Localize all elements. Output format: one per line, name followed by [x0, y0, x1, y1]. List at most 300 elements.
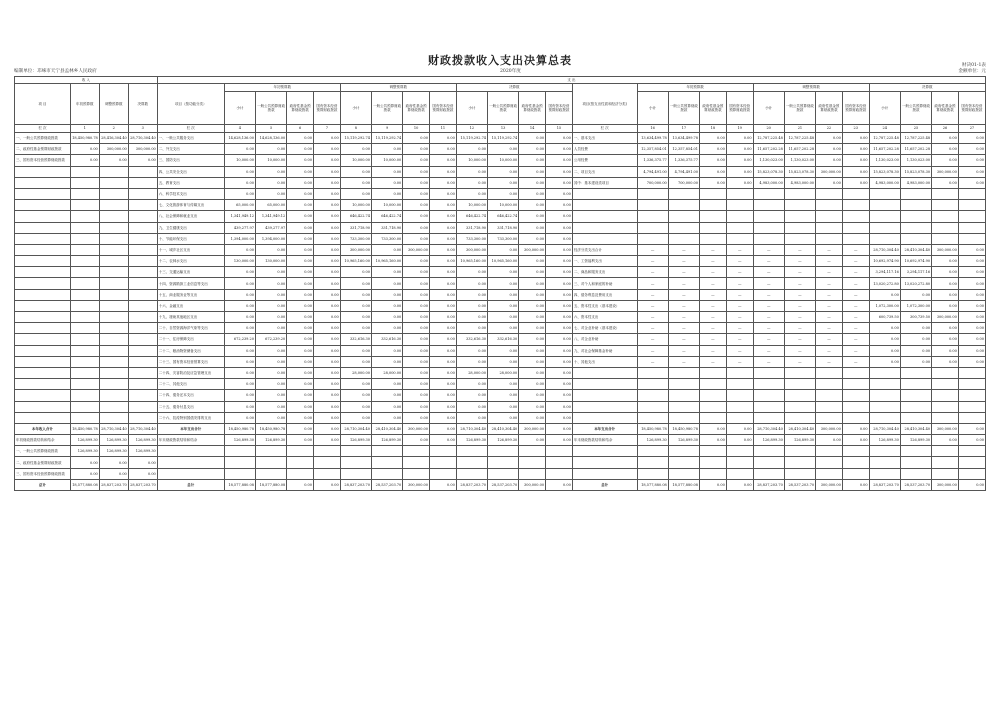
subcolumn-header-gov_fund: 政府性基金预算财政拨款	[403, 92, 430, 125]
func-expense-value: 0.00	[519, 312, 546, 323]
econ-expense-value: —	[842, 312, 869, 323]
func-expense-value: 0.00	[488, 379, 519, 390]
func-expense-value: 28,000.00	[372, 367, 403, 378]
table-row	[15, 256, 986, 267]
econ-expense-value	[842, 233, 869, 244]
econ-expense-value: —	[816, 345, 843, 356]
func-expense-value: 0.00	[287, 379, 314, 390]
func-expense-value: 0.00	[255, 390, 286, 401]
func-expense-value: 1,341,949.12	[224, 211, 255, 222]
econ-expense-value: —	[753, 356, 784, 367]
empty-cell	[900, 468, 931, 479]
econ-expense-item	[572, 379, 637, 390]
table-row	[15, 144, 986, 155]
column-number: 23	[842, 125, 869, 133]
grand-expense-value: 28,537,203.70	[488, 479, 519, 490]
func-expense-value: 0.00	[403, 222, 430, 233]
func-expense-value: 15,119,292.74	[340, 133, 371, 144]
econ-total-value: 0.00	[842, 423, 869, 434]
econ-expense-value: —	[637, 345, 668, 356]
func-expense-value: 0.00	[313, 289, 340, 300]
carry-end-econ-value: 0.00	[700, 435, 727, 446]
income-adjusted	[99, 166, 128, 177]
func-expense-value: 0.00	[224, 401, 255, 412]
econ-expense-value: —	[784, 312, 815, 323]
form-number: 财决01-1表	[961, 63, 986, 68]
empty-cell	[668, 457, 699, 468]
econ-expense-value: 0.00	[842, 155, 869, 166]
econ-expense-value: 1,130,023.00	[753, 155, 784, 166]
econ-expense-value: —	[668, 356, 699, 367]
func-expense-item: 二十六、抗疫特别国债安排的支出	[157, 412, 224, 423]
econ-expense-value: —	[726, 256, 753, 267]
func-expense-value: 0.00	[519, 144, 546, 155]
grand-econ-value: 28,537,203.70	[784, 479, 815, 490]
econ-expense-value: 0.00	[842, 144, 869, 155]
econ-expense-value: —	[700, 256, 727, 267]
income-initial: 0.00	[70, 155, 99, 166]
func-expense-value: 1,394,000.00	[224, 233, 255, 244]
subcolumn-header-general_public: 一般公共预算财政拨款	[668, 92, 699, 125]
econ-expense-value	[726, 379, 753, 390]
func-expense-value: 0.00	[430, 367, 457, 378]
func-expense-value: 300,000.00	[340, 244, 371, 255]
econ-expense-value	[932, 379, 959, 390]
econ-expense-value: 15,823,078.30	[869, 166, 900, 177]
econ-expense-value	[932, 188, 959, 199]
func-expense-value: 0.00	[340, 278, 371, 289]
econ-expense-value	[726, 233, 753, 244]
econ-expense-value: —	[816, 278, 843, 289]
econ-expense-value	[784, 412, 815, 423]
income-initial	[70, 334, 99, 345]
func-expense-value: 0.00	[313, 211, 340, 222]
econ-expense-value: —	[842, 300, 869, 311]
econ-initial-group: 年初预算数	[637, 84, 753, 92]
econ-expense-value: —	[637, 300, 668, 311]
func-expense-value: 0.00	[340, 312, 371, 323]
econ-total-value: 28,410,304.40	[784, 423, 815, 434]
econ-expense-value: 0.00	[900, 334, 931, 345]
func-expense-value: 0.00	[255, 356, 286, 367]
func-expense-value: 0.00	[372, 177, 403, 188]
func-expense-value: 65,000.00	[224, 200, 255, 211]
income-final	[128, 356, 157, 367]
econ-expense-value: 300,000.00	[816, 166, 843, 177]
econ-expense-value: 0.00	[700, 155, 727, 166]
grand-expense-value: 28,837,203.70	[340, 479, 371, 490]
func-expense-value: 0.00	[313, 267, 340, 278]
expense-total-value: 0.00	[546, 423, 573, 434]
income-adjusted	[99, 412, 128, 423]
func-expense-item: 五、教育支出	[157, 177, 224, 188]
column-number: 6	[287, 125, 314, 133]
econ-expense-value: —	[784, 244, 815, 255]
column-number: 9	[372, 125, 403, 133]
income-initial	[70, 300, 99, 311]
econ-expense-item	[572, 367, 637, 378]
econ-expense-item	[572, 222, 637, 233]
econ-expense-value	[842, 379, 869, 390]
carryover-row	[15, 435, 986, 446]
empty-cell	[157, 446, 224, 457]
econ-expense-value: —	[637, 312, 668, 323]
econ-expense-value	[958, 367, 985, 378]
econ-expense-value: 0.00	[958, 144, 985, 155]
econ-expense-value: —	[700, 312, 727, 323]
econ-expense-item	[572, 401, 637, 412]
econ-expense-value: —	[668, 267, 699, 278]
econ-expense-item: 四、债务利息及费用支出	[572, 289, 637, 300]
func-expense-value: 0.00	[488, 356, 519, 367]
func-expense-value: 0.00	[430, 144, 457, 155]
econ-expense-item: 公用经费	[572, 155, 637, 166]
income-initial	[70, 177, 99, 188]
func-expense-value: 15,119,292.74	[456, 133, 487, 144]
func-expense-value: 0.00	[340, 166, 371, 177]
func-expense-value: 0.00	[519, 177, 546, 188]
econ-expense-value: —	[637, 289, 668, 300]
func-item-header: 项目（按功能分类）	[157, 84, 224, 125]
income-final	[128, 367, 157, 378]
func-expense-value: 0.00	[287, 200, 314, 211]
func-adjusted-group: 调整预算数	[340, 84, 456, 92]
econ-expense-value: —	[753, 345, 784, 356]
carry-end-value: 126,899.30	[340, 435, 371, 446]
func-expense-value: 0.00	[313, 278, 340, 289]
func-expense-value: 0.00	[255, 244, 286, 255]
econ-expense-value	[637, 233, 668, 244]
subcolumn-header-state_capital: 国有资本经营预算财政拨款	[842, 92, 869, 125]
func-expense-value: 15,119,292.74	[488, 133, 519, 144]
econ-expense-value	[958, 412, 985, 423]
func-expense-item: 四、公共安全支出	[157, 166, 224, 177]
func-expense-item: 八、社会保障和就业支出	[157, 211, 224, 222]
carryover-detail-row	[15, 446, 986, 457]
func-expense-value: 0.00	[340, 379, 371, 390]
func-expense-value: 28,000.00	[456, 367, 487, 378]
econ-expense-value	[700, 401, 727, 412]
final-amount-header: 决算数	[128, 84, 157, 125]
func-expense-item: 二十四、灾害防治及应急管理支出	[157, 367, 224, 378]
empty-cell	[372, 446, 403, 457]
func-expense-value: 0.00	[255, 177, 286, 188]
func-expense-value: 0.00	[372, 412, 403, 423]
func-expense-value: 0.00	[546, 412, 573, 423]
func-expense-value: 0.00	[403, 412, 430, 423]
empty-cell	[900, 457, 931, 468]
func-expense-value: 331,718.90	[372, 222, 403, 233]
empty-cell	[726, 468, 753, 479]
column-number: 20	[753, 125, 784, 133]
empty-cell	[403, 457, 430, 468]
carry-end-value: 0.00	[287, 435, 314, 446]
column-number: 1	[70, 125, 99, 133]
subcolumn-header-general_public: 一般公共预算财政拨款	[488, 92, 519, 125]
econ-expense-value: —	[753, 244, 784, 255]
econ-expense-value: 12,787,225.48	[753, 133, 784, 144]
subcolumn-header-gov_fund: 政府性基金预算财政拨款	[519, 92, 546, 125]
income-item	[15, 211, 71, 222]
func-expense-value: 672,239.20	[224, 334, 255, 345]
grand-expense-value: 300,000.00	[403, 479, 430, 490]
func-expense-value: 10,000.00	[456, 155, 487, 166]
econ-total-value: 0.00	[700, 423, 727, 434]
func-expense-value: 0.00	[255, 144, 286, 155]
carry-end-econ-value: 0.00	[842, 435, 869, 446]
econ-expense-value: 0.00	[842, 177, 869, 188]
econ-expense-item: 九、对社会保障基金补助	[572, 345, 637, 356]
func-expense-value: 0.00	[430, 323, 457, 334]
econ-expense-value: 0.00	[958, 256, 985, 267]
carry-end-econ-value: 126,899.30	[784, 435, 815, 446]
econ-expense-value	[842, 390, 869, 401]
func-expense-value: 0.00	[519, 267, 546, 278]
func-expense-value: 0.00	[313, 222, 340, 233]
econ-expense-value	[958, 188, 985, 199]
column-number: 27	[958, 125, 985, 133]
func-expense-value: 332,616.30	[372, 334, 403, 345]
econ-expense-value	[726, 211, 753, 222]
econ-expense-value: —	[637, 244, 668, 255]
func-expense-value: 0.00	[488, 345, 519, 356]
func-expense-value: 0.00	[372, 244, 403, 255]
income-item	[15, 267, 71, 278]
func-expense-value: 0.00	[456, 323, 487, 334]
econ-total-value: 18,450,980.78	[637, 423, 668, 434]
empty-cell	[287, 468, 314, 479]
econ-expense-value: 0.00	[932, 300, 959, 311]
grand-income-value: 28,837,203.70	[99, 479, 128, 490]
econ-expense-value: —	[842, 256, 869, 267]
column-number: 12	[456, 125, 487, 133]
income-total-value: 28,710,304.40	[99, 423, 128, 434]
income-initial	[70, 367, 99, 378]
grand-econ-value: 0.00	[958, 479, 985, 490]
econ-total-value: 300,000.00	[816, 423, 843, 434]
econ-expense-value	[668, 188, 699, 199]
func-expense-value: 0.00	[340, 144, 371, 155]
func-expense-value: 0.00	[255, 267, 286, 278]
income-item	[15, 390, 71, 401]
econ-expense-item	[572, 211, 637, 222]
empty-cell	[456, 446, 487, 457]
econ-expense-value: 3,294,117.16	[900, 267, 931, 278]
func-expense-value: 0.00	[313, 412, 340, 423]
econ-expense-value	[753, 379, 784, 390]
econ-expense-value: —	[726, 334, 753, 345]
func-expense-item: 十五、商业服务业等支出	[157, 289, 224, 300]
econ-expense-value: —	[816, 244, 843, 255]
func-expense-value: 0.00	[546, 200, 573, 211]
econ-expense-value	[816, 401, 843, 412]
empty-cell	[753, 457, 784, 468]
func-expense-value: 733,300.00	[372, 233, 403, 244]
func-expense-value: 0.00	[403, 267, 430, 278]
func-expense-value: 0.00	[519, 166, 546, 177]
carry-end-label: 年末财政拨款结转和结余	[157, 435, 224, 446]
econ-total-value: 28,410,304.40	[900, 423, 931, 434]
func-expense-value: 0.00	[519, 379, 546, 390]
empty-cell	[784, 446, 815, 457]
income-adjusted	[99, 267, 128, 278]
func-expense-value: 0.00	[403, 144, 430, 155]
carry-end-econ-value: 126,899.30	[637, 435, 668, 446]
table-row	[15, 233, 986, 244]
econ-expense-value: —	[816, 356, 843, 367]
func-expense-value: 0.00	[287, 222, 314, 233]
func-expense-item: 一、一般公共服务支出	[157, 133, 224, 144]
econ-expense-value: —	[668, 323, 699, 334]
econ-expense-value: 12,787,225.48	[869, 133, 900, 144]
func-expense-value: 0.00	[488, 300, 519, 311]
func-expense-value: 0.00	[519, 300, 546, 311]
header-row-groups	[15, 84, 986, 92]
func-expense-value: 0.00	[430, 334, 457, 345]
econ-expense-value: 0.00	[700, 144, 727, 155]
carry-end-econ-value: 0.00	[958, 435, 985, 446]
econ-expense-item: 二、商品和服务支出	[572, 267, 637, 278]
func-expense-value: 0.00	[255, 188, 286, 199]
func-expense-value: 0.00	[287, 188, 314, 199]
func-expense-value: 0.00	[546, 379, 573, 390]
func-expense-value: 0.00	[372, 267, 403, 278]
func-expense-value: 646,422.74	[372, 211, 403, 222]
econ-expense-value: 0.00	[869, 345, 900, 356]
econ-expense-value: —	[668, 334, 699, 345]
func-expense-value: 0.00	[224, 289, 255, 300]
empty-cell	[224, 468, 255, 479]
column-label: 栏 次	[572, 125, 637, 133]
empty-cell	[430, 468, 457, 479]
empty-cell	[287, 457, 314, 468]
func-expense-value: 332,616.30	[488, 334, 519, 345]
econ-expense-value: 0.00	[932, 177, 959, 188]
income-adjusted	[99, 367, 128, 378]
func-expense-value: 0.00	[403, 367, 430, 378]
econ-expense-value: 0.00	[958, 155, 985, 166]
grand-econ-value: 28,537,203.70	[900, 479, 931, 490]
func-expense-value: 300,000.00	[456, 244, 487, 255]
econ-expense-value: —	[637, 356, 668, 367]
func-expense-value: 28,000.00	[488, 367, 519, 378]
func-expense-value: 0.00	[546, 211, 573, 222]
econ-expense-item: 经济分类支出合计	[572, 244, 637, 255]
econ-expense-value	[637, 367, 668, 378]
econ-item-header: 项目(按支出性质和经济分类)	[572, 84, 637, 125]
empty-cell	[842, 446, 869, 457]
func-expense-value: 0.00	[403, 334, 430, 345]
func-expense-value: 0.00	[519, 345, 546, 356]
func-expense-value: 10,000.00	[456, 200, 487, 211]
func-expense-value: 15,119,292.74	[372, 133, 403, 144]
econ-total-value: 0.00	[958, 423, 985, 434]
empty-cell	[340, 457, 371, 468]
econ-expense-value: 0.00	[958, 166, 985, 177]
func-expense-value: 0.00	[519, 323, 546, 334]
econ-expense-value	[816, 211, 843, 222]
carry-end-econ-value: 0.00	[816, 435, 843, 446]
econ-expense-value: 11,657,202.28	[784, 144, 815, 155]
econ-expense-value: 0.00	[726, 133, 753, 144]
func-expense-value: 0.00	[224, 367, 255, 378]
func-expense-value: 0.00	[313, 334, 340, 345]
econ-expense-value: 0.00	[932, 334, 959, 345]
econ-expense-value	[869, 200, 900, 211]
func-expense-value: 439,277.97	[255, 222, 286, 233]
column-number: 8	[340, 125, 371, 133]
carry-end-econ-value: 126,899.30	[753, 435, 784, 446]
func-expense-value: 0.00	[546, 390, 573, 401]
econ-expense-value	[816, 233, 843, 244]
econ-expense-value: —	[700, 278, 727, 289]
func-expense-value: 10,000.00	[372, 200, 403, 211]
func-expense-value: 0.00	[488, 312, 519, 323]
func-expense-value: 0.00	[403, 166, 430, 177]
econ-expense-value: —	[726, 323, 753, 334]
econ-expense-value	[637, 379, 668, 390]
income-final	[128, 244, 157, 255]
econ-expense-value: 0.00	[726, 166, 753, 177]
econ-expense-value: 300,000.00	[932, 166, 959, 177]
func-expense-value: 0.00	[456, 412, 487, 423]
income-adjusted	[99, 401, 128, 412]
empty-cell	[726, 457, 753, 468]
empty-cell	[403, 468, 430, 479]
econ-expense-value: 0.00	[869, 356, 900, 367]
func-expense-value: 10,000.00	[224, 155, 255, 166]
func-expense-value: 0.00	[430, 345, 457, 356]
income-initial	[70, 412, 99, 423]
table-row	[15, 323, 986, 334]
income-adjusted	[99, 256, 128, 267]
econ-expense-value: 0.00	[816, 133, 843, 144]
econ-expense-value	[816, 222, 843, 233]
empty-cell	[572, 457, 637, 468]
grand-econ-value: 300,000.00	[932, 479, 959, 490]
econ-expense-value: —	[637, 278, 668, 289]
econ-expense-value	[726, 200, 753, 211]
func-expense-value: 0.00	[255, 323, 286, 334]
func-expense-value: 0.00	[430, 267, 457, 278]
empty-cell	[456, 468, 487, 479]
carry-detail-value: 0.00	[128, 457, 157, 468]
econ-expense-value: 13,020,272.80	[869, 278, 900, 289]
func-expense-value: 0.00	[488, 267, 519, 278]
func-expense-value: 0.00	[403, 155, 430, 166]
econ-expense-value	[668, 412, 699, 423]
func-expense-value: 0.00	[456, 356, 487, 367]
subcolumn-header-gov_fund: 政府性基金预算财政拨款	[700, 92, 727, 125]
carryover-detail-row	[15, 457, 986, 468]
econ-total-value: 300,000.00	[932, 423, 959, 434]
econ-expense-value: 0.00	[958, 300, 985, 311]
econ-expense-value: 0.00	[869, 289, 900, 300]
column-number: 22	[816, 125, 843, 133]
func-expense-value: 0.00	[287, 244, 314, 255]
func-expense-value: 0.00	[546, 133, 573, 144]
income-adjusted: 28,416,304.40	[99, 133, 128, 144]
subcolumn-header-state_capital: 国有资本经营预算财政拨款	[726, 92, 753, 125]
income-item	[15, 412, 71, 423]
carry-end-econ-value: 126,899.30	[900, 435, 931, 446]
func-expense-value: 0.00	[430, 211, 457, 222]
func-expense-item: 七、文化旅游体育与传媒支出	[157, 200, 224, 211]
income-item	[15, 200, 71, 211]
reporting-unit: 编制单位：邛崃市天宁县孟林乡人民政府	[14, 69, 97, 74]
econ-expense-value: —	[784, 289, 815, 300]
empty-cell	[668, 446, 699, 457]
